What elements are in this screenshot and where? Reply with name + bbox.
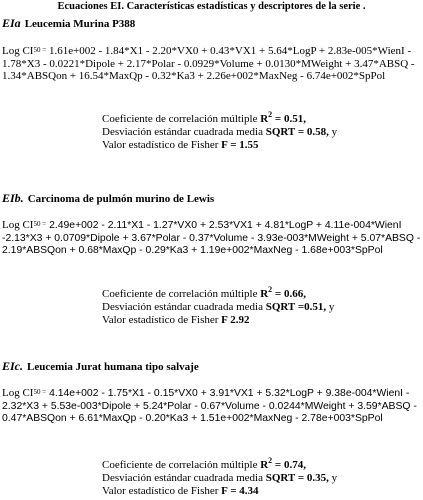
equation-lhs: Log $CI^{50 =}$ [2, 219, 47, 231]
stats-block-eia [102, 110, 402, 152]
equation-lhs: Log $CI^{50 =}$ [2, 45, 47, 57]
document-header: Ecuaciones EI. Características estadísticas y descriptores de la serie . [57, 1, 366, 12]
stat-sqrt: Desviación estándar cuadrada media SQRT =0.51, y [102, 301, 335, 313]
equation-body: 4.14e+002 - 1.75*X1 - 0.15*VX0 + 3.91*VX1 + 5.32*LogP + 9.38e-004*WienI - 2.32*X3 + 5.53e-003*Dipole + 5.24*Polar - 0.67*Volume - 0.0244*MWeight + 3.59*ABSQ - 0.47*ABSQon + 6.61*MaxQp - 0.20*Ka3 + 1.51e+002*MaxNeg - 2.78e+003*SpPol [2, 388, 417, 425]
section-name: Carcinoma de pulmón murino de Lewis [27, 193, 215, 205]
section-label: EIa [2, 16, 21, 30]
section-title-eia [2, 16, 135, 31]
stat-fisher: Valor estadístico de Fisher F = 1.55 [102, 139, 259, 151]
stat-fisher: Valor estadístico de Fisher F = 4.34 [102, 485, 259, 497]
stat-fisher: Valor estadístico de Fisher F 2.92 [102, 314, 250, 326]
equation-body: 1.61e+002 - 1.84*X1 - 2.20*VX0 + 0.43*VX1 + 5.64*LogP + 2.83e-005*WienI - 1.78*X3 - 0.0221*Dipole + 2.17*Polar - 0.0929*Volume + 0.0130*MWeight + 3.47*ABSQ - 1.34*ABSQon + 16.54*MaxQp - 0.32*Ka3 + 2.26e+002*MaxNeg - 6.74e+002*SpPol [2, 45, 415, 82]
section-label: EIc. [2, 359, 23, 373]
equation-eic [2, 386, 421, 426]
equation-eia [2, 44, 421, 83]
stat-sqrt: Desviación estándar cuadrada media SQRT = 0.58, y [102, 126, 338, 138]
section-label: EIb. [2, 191, 24, 205]
section-title-eib [2, 191, 214, 206]
stat-r2: Coeficiente de correlación múltiple $R^2 = 0.66$, [102, 285, 306, 300]
equation-lhs: Log $CI^{50 =}$ [2, 387, 47, 399]
section-name: Leucemia Jurat humana tipo salvaje [27, 361, 199, 373]
stat-r2: Coeficiente de correlación múltiple $R^2 = 0.74$, [102, 456, 306, 471]
equation-eib [2, 218, 421, 258]
equation-body: 2.49e+002 - 2.11*X1 - 1.27*VX0 + 2.53*VX1 + 4.81*LogP + 4.11e-004*WienI -2.13*X3 + 0.0709*Dipole + 3.67*Polar - 0.37*Volume - 3.93e-003*MWeight + 5.07*ABSQ - 2.19*ABSQon + 0.68*MaxQp - 0.29*Ka3 + 1.19e+002*MaxNeg - 1.68e+003*SpPol [2, 220, 421, 257]
stats-block-eib [102, 285, 402, 327]
section-name: Leucemia Murina P388 [24, 18, 136, 30]
section-title-eic [2, 359, 199, 374]
stat-r2: Coeficiente de correlación múltiple $R^2 = 0.51$, [102, 110, 306, 125]
stats-block-eic [102, 456, 402, 498]
stat-sqrt: Desviación estándar cuadrada media SQRT = 0.35, y [102, 472, 338, 484]
